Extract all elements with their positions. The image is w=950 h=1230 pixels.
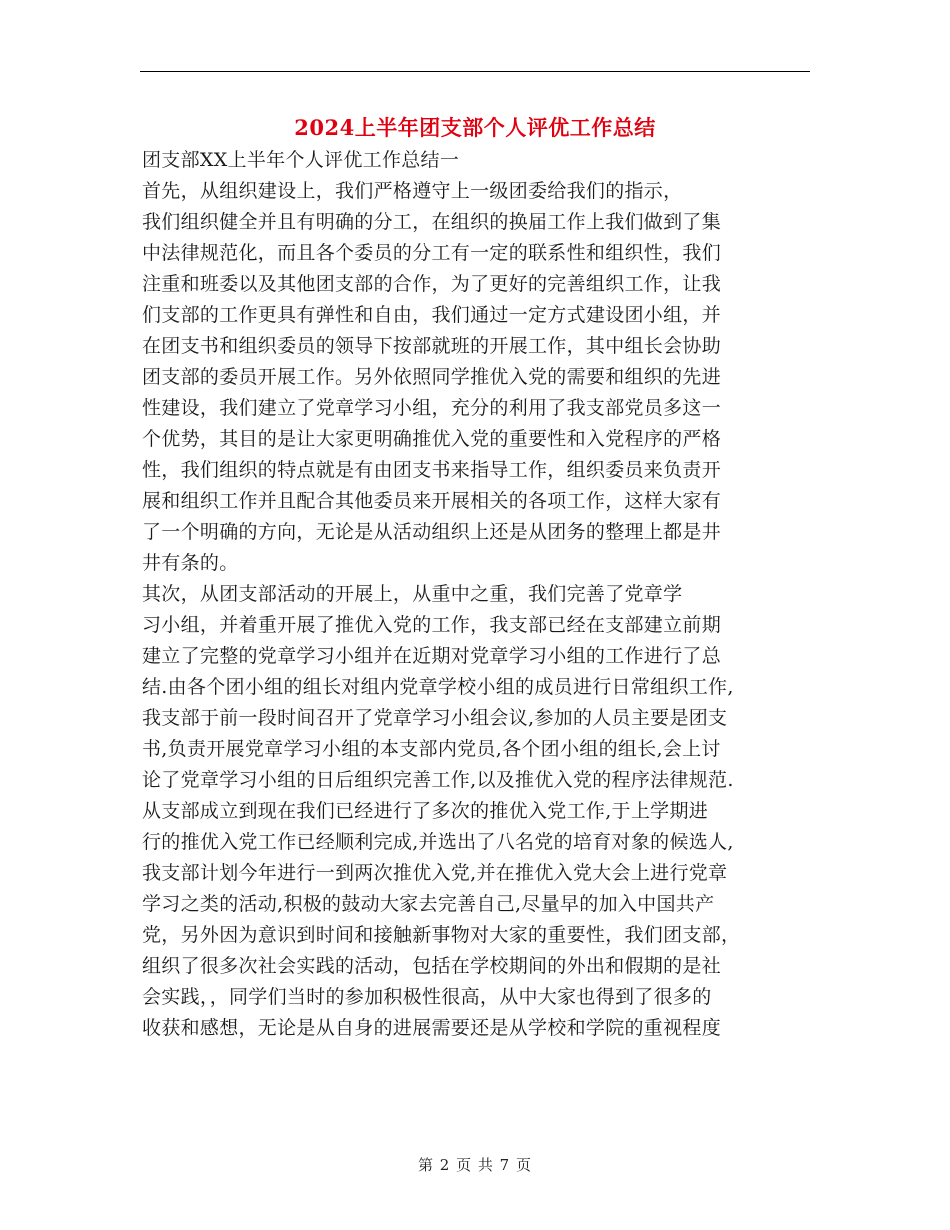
header-rule (140, 71, 810, 72)
text-line: 们支部的工作更具有弹性和自由，我们通过一定方式建设团小组，并 (142, 304, 722, 326)
text-line: 了一个明确的方向，无论是从活动组织上还是从团务的整理上都是井 (142, 521, 722, 543)
text-line: 性，我们组织的特点就是有由团支书来指导工作，组织委员来负责开 (142, 459, 722, 481)
text-line: 建立了完整的党章学习小组并在近期对党章学习小组的工作进行了总 (142, 645, 722, 667)
text-line: 井有条的。 (142, 552, 239, 574)
text-line: 注重和班委以及其他团支部的合作，为了更好的完善组织工作，让我 (142, 273, 722, 295)
text-line: 习小组，并着重开展了推优入党的工作，我支部已经在支部建立前期 (142, 614, 722, 636)
text-line: 我支部于前一段时间召开了党章学习小组会议,参加的人员主要是团支 (142, 707, 728, 729)
text-line: 收获和感想，无论是从自身的进展需要还是从学校和学院的重视程度 (142, 1017, 722, 1039)
text-line: 性建设，我们建立了党章学习小组，充分的利用了我支部党员多这一 (142, 397, 722, 419)
text-line: 从支部成立到现在我们已经进行了多次的推优入党工作,于上学期进 (142, 800, 709, 822)
text-line: 首先，从组织建设上，我们严格遵守上一级团委给我们的指示， (142, 180, 683, 202)
text-line: 其次，从团支部活动的开展上，从重中之重，我们完善了党章学 (142, 583, 683, 605)
text-line: 我们组织健全并且有明确的分工，在组织的换届工作上我们做到了集 (142, 211, 722, 233)
text-line: 展和组织工作并且配合其他委员来开展相关的各项工作，这样大家有 (142, 490, 722, 512)
page-number: 第 2 页 共 7 页 (418, 1156, 532, 1174)
text-line: 团支部的委员开展工作。另外依照同学推优入党的需要和组织的先进 (142, 366, 722, 388)
text-line: 行的推优入党工作已经顺利完成,并选出了八名党的培育对象的候选人, (142, 831, 734, 853)
text-line: 书,负责开展党章学习小组的本支部内党员,各个团小组的组长,会上讨 (142, 738, 721, 760)
text-line: 在团支书和组织委员的领导下按部就班的开展工作，其中组长会协助 (142, 335, 722, 357)
text-line: 党，另外因为意识到时间和接触新事物对大家的重要性，我们团支部， (142, 924, 741, 946)
text-line: 团支部XX上半年个人评优工作总结一 (142, 149, 460, 171)
text-line: 组织了很多次社会实践的活动，包括在学校期间的外出和假期的是社 (142, 955, 722, 977)
text-line: 我支部计划今年进行一到两次推优入党,并在推优入党大会上进行党章 (142, 862, 728, 884)
text-line: 结.由各个团小组的组长对组内党章学校小组的成员进行日常组织工作, (142, 676, 734, 698)
text-line: 学习之类的活动,积极的鼓动大家去完善自己,尽量早的加入中国共产 (142, 893, 715, 915)
document-body (142, 145, 810, 1044)
text-line: 会实践，，同学们当时的参加积极性很高，从中大家也得到了很多的 (142, 986, 712, 1008)
text-line: 中法律规范化，而且各个委员的分工有一定的联系性和组织性，我们 (142, 242, 722, 264)
document-title: 2024上半年团支部个人评优工作总结 (294, 115, 656, 140)
text-line: 个优势，其目的是让大家更明确推优入党的重要性和入党程序的严格 (142, 428, 722, 450)
text-line: 论了党章学习小组的日后组织完善工作,以及推优入党的程序法律规范. (142, 769, 734, 791)
